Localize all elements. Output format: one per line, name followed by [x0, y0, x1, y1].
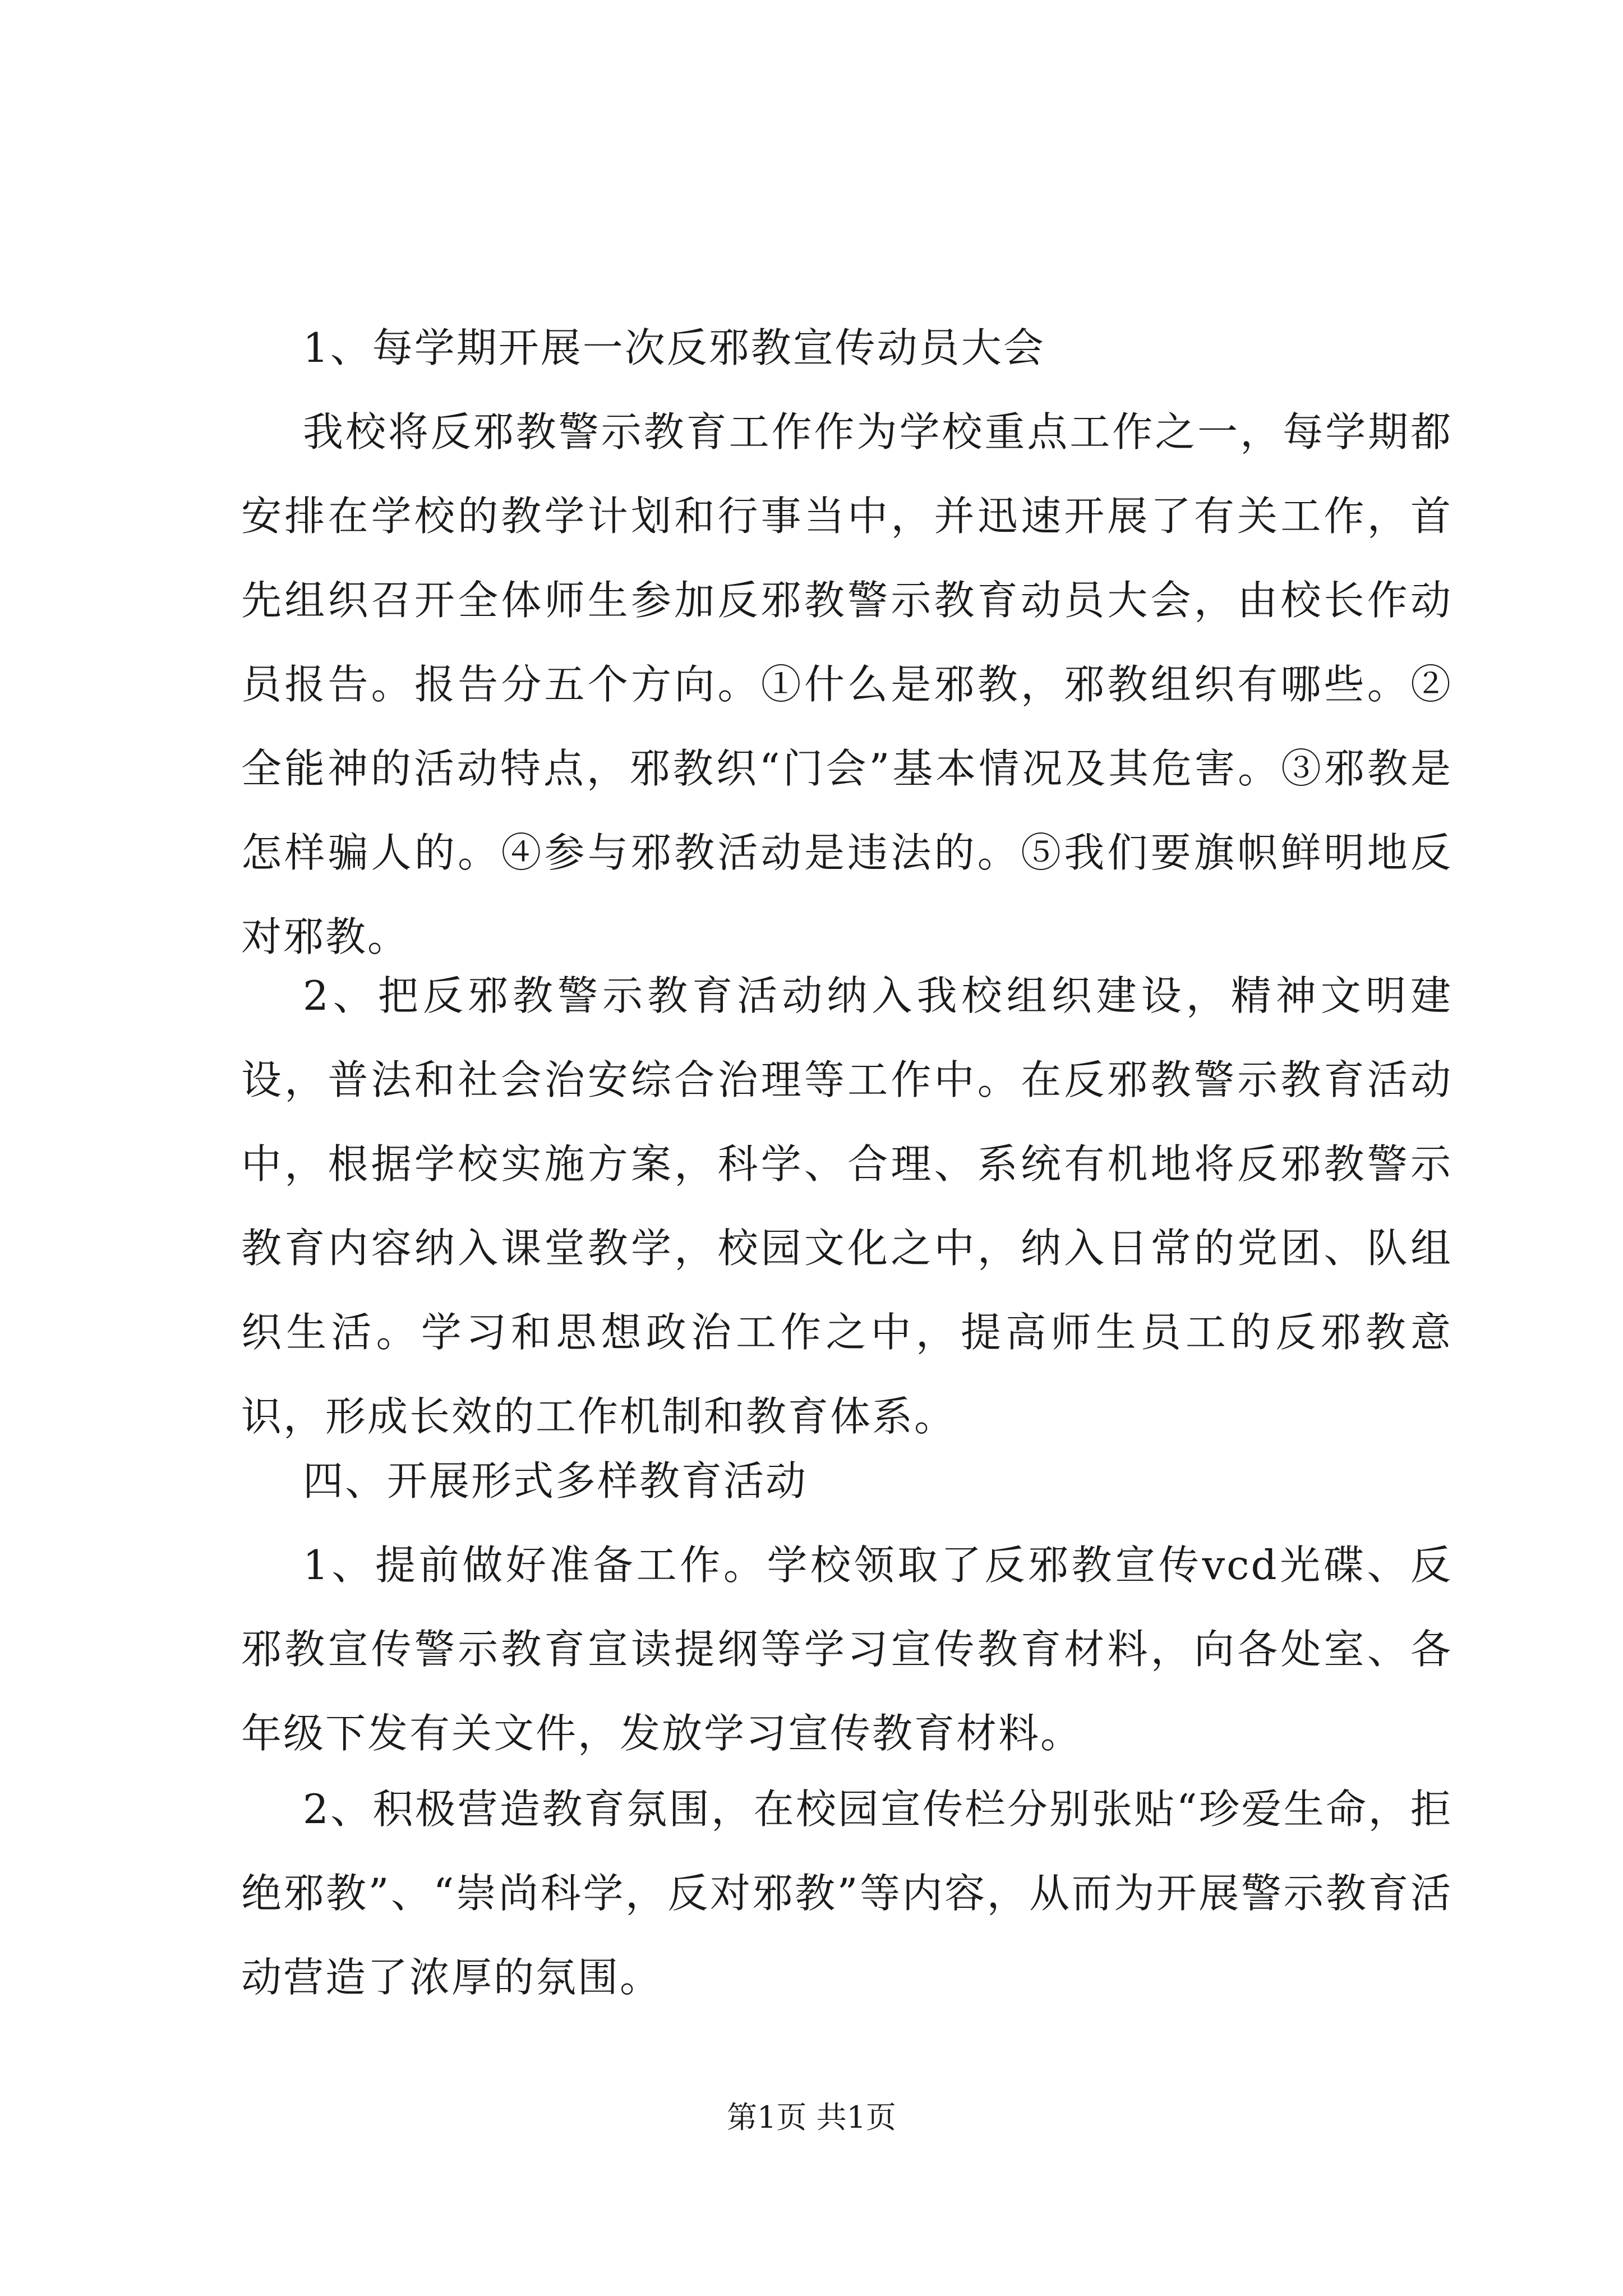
paragraph-preparation: 1、提前做好准备工作。学校领取了反邪教宣传vcd光碟、反邪教宣传警示教育宣读提纲等学习宣传教育材料，向各处室、各年级下发有关文件，发放学习宣传教育材料。 — [241, 1542, 1453, 1757]
page-footer: 第1页 共1页 — [727, 2100, 896, 2135]
paragraph-mobilization-meeting: 我校将反邪教警示教育工作作为学校重点工作之一，每学期都安排在学校的教学计划和行事当中，并迅速开展了有关工作，首先组织召开全体师生参加反邪教警示教育动员大会，由校长作动员报告。报告分五个方向。①什么是邪教，邪教组织有哪些。②全能神的活动特点，邪教织“门会”基本情况及其危害。③邪教是怎样骗人的。④参与邪教活动是违法的。⑤我们要旗帜鲜明地反对邪教。 — [241, 408, 1453, 960]
paragraph-atmosphere: 2、积极营造教育氛围，在校园宣传栏分别张贴“珍爱生命，拒绝邪教”、“崇尚科学，反对邪教”等内容，从而为开展警示教育活动营造了浓厚的氛围。 — [241, 1786, 1453, 2001]
paragraph-section-four-heading: 四、开展形式多样教育活动 — [303, 1457, 808, 1504]
paragraph-heading-1: 1、每学期开展一次反邪教宣传动员大会 — [303, 324, 1045, 371]
paragraph-organization-building: 2、把反邪教警示教育活动纳入我校组织建设，精神文明建设，普法和社会治安综合治理等工作中。在反邪教警示教育活动中，根据学校实施方案，科学、合理、系统有机地将反邪教警示教育内容纳入课堂教学，校园文化之中，纳入日常的党团、队组织生活。学习和思想政治工作之中，提高师生员工的反邪教意识，形成长效的工作机制和教育体系。 — [241, 972, 1453, 1440]
